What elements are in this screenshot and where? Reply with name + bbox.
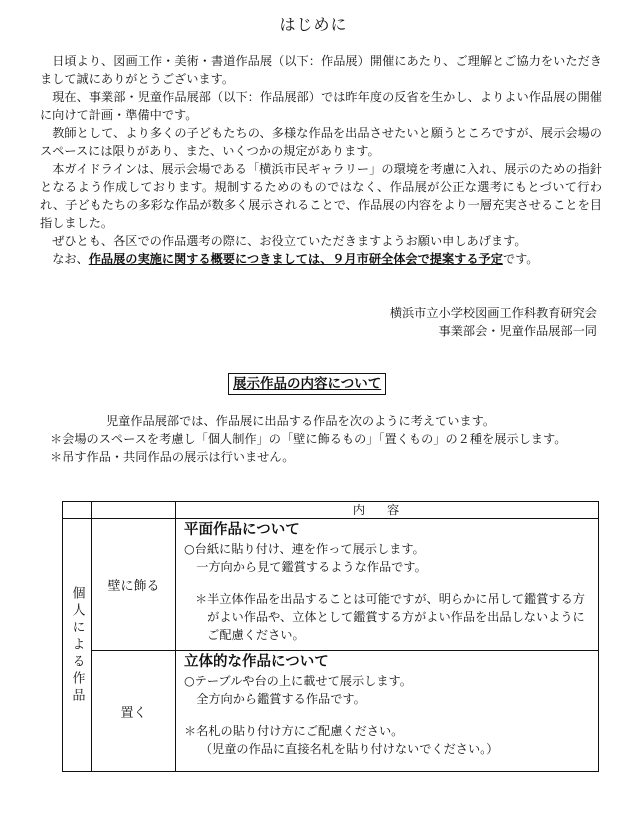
- table-header-row: [63, 502, 599, 519]
- intro-paragraph: 教師として、より多くの子どもたちの、多様な作品を出品させたいと願うところですが、展示会場のスペースには限りがあり、また、いくつかの規定があります。: [40, 126, 602, 158]
- description-line: ○台紙に貼り付け、連を作って展示します。: [184, 542, 425, 556]
- description-cell: [176, 519, 599, 651]
- section-heading: 展示作品の内容について: [228, 373, 386, 395]
- intro-closing-paragraph: [40, 250, 602, 268]
- description-cell: [176, 651, 599, 772]
- description-title: 平面作品について: [184, 522, 300, 538]
- intro-section: [40, 52, 602, 268]
- page-title: はじめに: [279, 15, 348, 34]
- description-line: 一方向から見て鑑賞するような作品です。: [196, 560, 427, 574]
- signature: [390, 304, 597, 340]
- table-row: [63, 651, 599, 772]
- intro-paragraph: ぜひとも、各区での作品選考の際に、お役立ていただきますようお願い申しあげます。: [52, 234, 527, 248]
- section-note: ＊会場のスペースを考慮し「個人制作」の「壁に飾るもの」「置くもの」の２種を展示します。: [50, 432, 567, 446]
- description-note: ＊名札の貼り付け方にご配慮ください。: [184, 724, 404, 738]
- table-row: [63, 519, 599, 651]
- content-table: [62, 501, 599, 772]
- section-lead: 児童作品展部では、作品展に出品する作品を次のように考えています。: [106, 414, 496, 428]
- table-header-blank: [63, 502, 92, 519]
- description-note: （児童の作品に直接名札を貼り付けないでください。）: [199, 742, 499, 756]
- description-note: ＊半立体作品を出品することは可能ですが、明らかに吊して鑑賞する方がよい作品や、立体として鑑賞する方がよい作品を出品しないようにご配慮ください。: [194, 592, 585, 642]
- category-cell: 壁に飾る: [92, 519, 176, 651]
- closing-suffix: です。: [502, 252, 539, 266]
- section-intro: [50, 412, 602, 466]
- category-cell: 置く: [92, 651, 176, 772]
- description-line: 全方向から鑑賞する作品です。: [196, 692, 366, 706]
- group-label: 個人による作品: [63, 519, 92, 772]
- description-line: ○テーブルや台の上に載せて展示します。: [184, 674, 412, 688]
- signature-org: 横浜市立小学校図画工作科教育研究会: [389, 306, 597, 320]
- table-header-content: 内容: [176, 502, 599, 519]
- intro-paragraph: 現在、事業部・児童作品展部（以下：作品展部）では昨年度の反省を生かし、よりよい作品展の開催に向けて計画・準備中です。: [40, 90, 602, 122]
- intro-paragraph: 本ガイドラインは、展示会場である「横浜市民ギャラリー」の環境を考慮に入れ、展示のための指針となるよう作成しております。規制するためのものではなく、作品展が公正な選考にもとづいて行われ、子どもたちの多彩な作品が数多く展示されることで、作品展の内容をより一層充実させることを目指しました。: [40, 162, 602, 230]
- closing-emphasis: 作品展の実施に関する概要につきましては、９月市研全体会で提案する予定: [88, 252, 503, 266]
- description-title: 立体的な作品について: [184, 654, 329, 670]
- closing-prefix: なお、: [52, 252, 89, 266]
- intro-paragraph: 日頃より、図画工作・美術・書道作品展（以下：作品展）開催にあたり、ご理解とご協力をいただきまして誠にありがとうございます。: [40, 54, 602, 86]
- signature-dept: 事業部会・児童作品展部一同: [438, 324, 597, 338]
- table-header-blank: [92, 502, 176, 519]
- section-note: ＊吊す作品・共同作品の展示は行いません。: [50, 450, 295, 464]
